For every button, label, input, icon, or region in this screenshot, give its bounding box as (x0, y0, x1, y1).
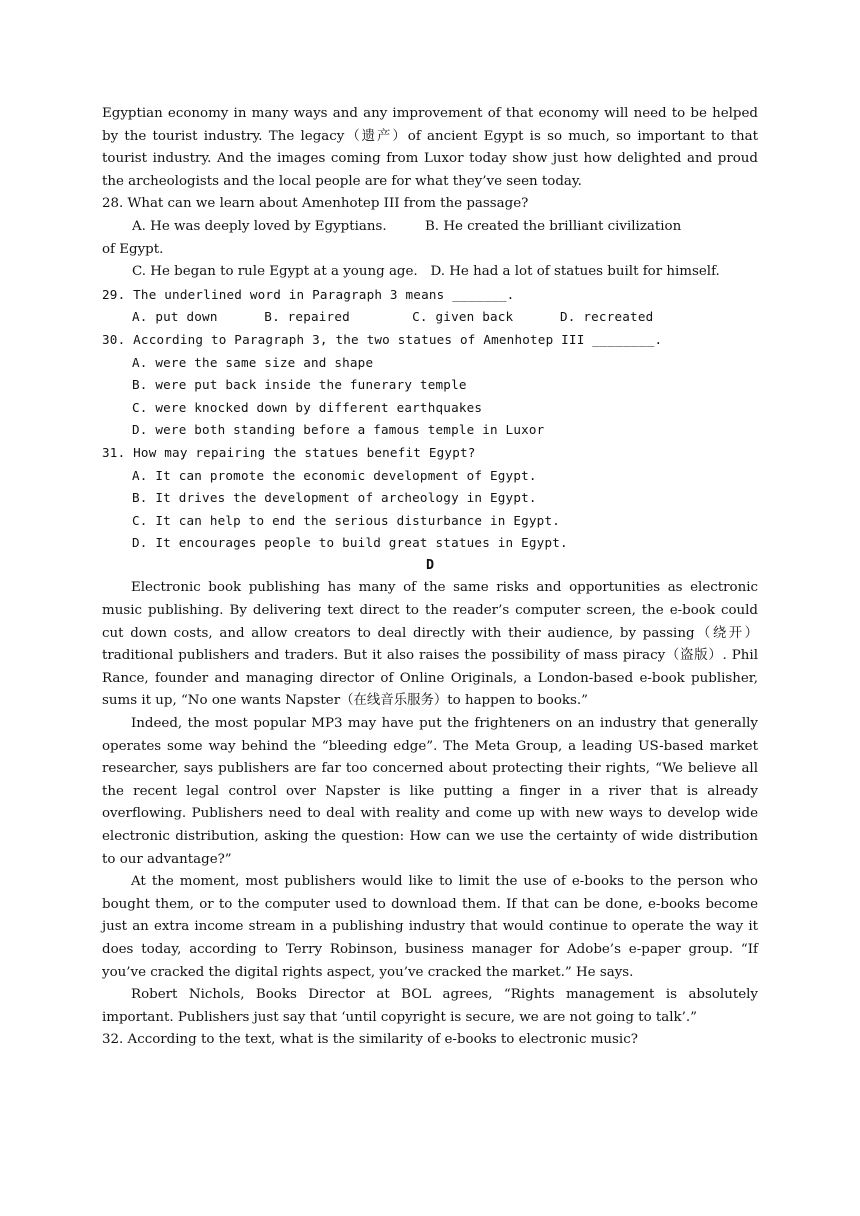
question-28-stem: 28. What can we learn about Amenhotep III from the passage? (102, 196, 529, 212)
question-30-stem: 30. According to Paragraph 3, the two statues of Amenhotep III ________. (102, 331, 663, 347)
section-d-paragraph-4: Robert Nichols, Books Director at BOL agrees, “Rights management is absolutely important. Publishers just say that ‘until copyright is secure, we are not going to talk’.” (102, 987, 758, 1025)
section-d-paragraph-3: At the moment, most publishers would like to limit the use of e-books to the person who bought them, or to the computer used to download them. If that can be done, e-books become just an extra income stream in a publishing industry that would continue to operate the way it does today, according to Terry Robinson, business manager for Adobe’s e-paper group. “If you’ve cracked the digital rights aspect, you’ve cracked the market.” He says. (102, 874, 758, 980)
question-30-option-a: A. were the same size and shape (132, 354, 374, 370)
question-31-option-d: D. It encourages people to build great statues in Egypt. (132, 535, 568, 551)
question-30-option-c: C. were knocked down by different earthquakes (132, 399, 483, 415)
question-31-option-a: A. It can promote the economic development of Egypt. (132, 467, 537, 483)
question-28-option-b-continuation: of Egypt. (102, 241, 164, 257)
exam-page (102, 103, 758, 1052)
passage-c-ending: Egyptian economy in many ways and any improvement of that economy will need to be helped by the tourist industry. The legacy（遗产）of ancient Egypt is so much, so important to that tourist industry. And the images coming from Luxor today show just how delighted and proud the archeologists and the local people are for what they’ve seen today. (102, 106, 758, 189)
question-28-options-ab: A. He was deeply loved by Egyptians. B. He created the brilliant civilization (132, 218, 682, 234)
question-29-options: A. put down B. repaired C. given back D. recreated (132, 309, 654, 325)
section-d-paragraph-1: Electronic book publishing has many of the same risks and opportunities as electronic music publishing. By delivering text direct to the reader’s computer screen, the e-book could cut down costs, and allow creators to deal directly with their audience, by passing（绕开）traditional publishers and traders. But it also raises the possibility of mass piracy（盗版）. Phil Rance, founder and managing director of Online Originals, a London-based e-book publisher, sums it up, “No one wants Napster（在线音乐服务）to happen to books.” (102, 580, 758, 709)
question-30-option-b: B. were put back inside the funerary temple (132, 377, 467, 393)
question-31-stem: 31. How may repairing the statues benefit Egypt? (102, 444, 476, 460)
question-29-stem: 29. The underlined word in Paragraph 3 means _______. (102, 286, 515, 302)
question-31-option-c: C. It can help to end the serious disturbance in Egypt. (132, 512, 561, 528)
question-30-option-d: D. were both standing before a famous temple in Luxor (132, 422, 545, 438)
section-d-paragraph-2: Indeed, the most popular MP3 may have put the frighteners on an industry that generally operates some way behind the “bleeding edge”. The Meta Group, a leading US-based market researcher, says publishers are far too concerned about protecting their rights, “We believe all the recent legal control over Napster is like putting a finger in a river that is already overflowing. Publishers need to deal with reality and come up with new ways to develop wide electronic distribution, asking the question: How can we use the certainty of wide distribution to our advantage?” (102, 716, 758, 867)
question-32-stem: 32. According to the text, what is the similarity of e-books to electronic music? (102, 1032, 638, 1048)
question-28-options-cd: C. He began to rule Egypt at a young age. D. He had a lot of statues built for himself. (132, 264, 720, 280)
section-d-heading: D (425, 557, 435, 573)
question-31-option-b: B. It drives the development of archeology in Egypt. (132, 490, 537, 506)
